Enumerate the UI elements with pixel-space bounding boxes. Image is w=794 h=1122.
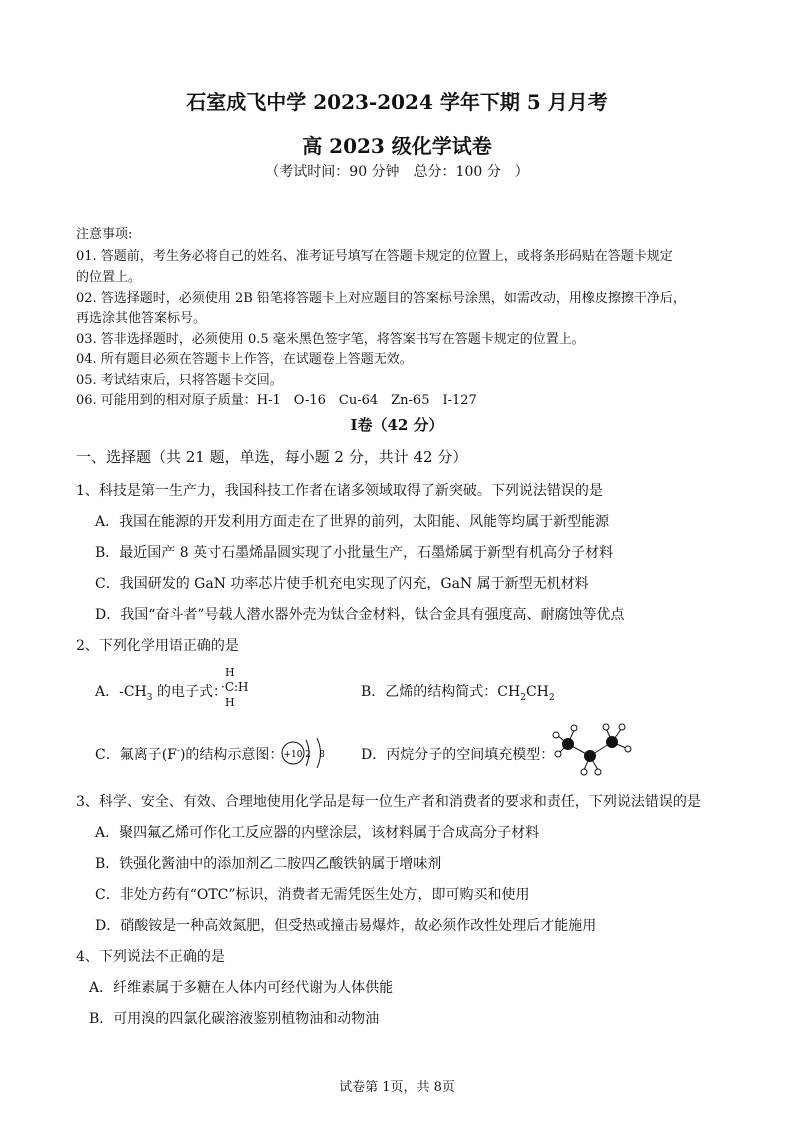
hydrogen-atom: [595, 769, 601, 775]
hydrogen-atom: [581, 769, 587, 775]
q2-option-c: C．氟离子(F-)的结构示意图：: [95, 746, 284, 763]
q2-option-a: A．$-CH_3$ 的电子式：: [95, 684, 227, 703]
shell-2-count: 8: [319, 750, 325, 760]
hydrogen-atom: [555, 751, 561, 757]
note-line: 02. 答选择题时，必须使用 2B 铅笔将答题卡上对应题目的答案标号涂黑，如需改动，用橡皮擦擦干净后，: [76, 291, 686, 306]
electron-formula-h-top: H: [225, 666, 235, 679]
hydrogen-atom: [619, 724, 625, 730]
shell-1-count: 2: [305, 750, 311, 760]
carbon-atom: [606, 736, 618, 748]
question-3-stem: 3、科学、安全、有效、合理地使用化学品是每一位生产者和消费者的要求和责任，下列说法错误的是: [76, 794, 701, 810]
q3-option-a: A．聚四氟乙烯可作化工反应器的内壁涂层，该材料属于合成高分子材料: [95, 825, 540, 841]
carbon-atom: [584, 750, 596, 762]
question-4-stem: 4、下列说法不正确的是: [76, 949, 225, 965]
hydrogen-atom: [553, 732, 559, 738]
note-line: 01. 答题前，考生务必将自己的姓名、准考证号填写在答题卡规定的位置上，或将条形码贴在答题卡规定: [76, 249, 673, 264]
nucleus-charge: +10: [283, 750, 303, 760]
note-line: 03. 答非选择题时，必须使用 0.5 毫米黑色签字笔，将答案书写在答题卡规定的位置上。: [76, 332, 585, 347]
q1-option-c: C．我国研发的 GaN 功率芯片使手机充电实现了闪充，GaN 属于新型无机材料: [95, 576, 589, 592]
hydrogen-atom: [625, 746, 631, 752]
page-footer: 试卷第 1页，共 8页: [339, 1080, 455, 1095]
q3-option-c: C．非处方药有“OTC”标识，消费者无需凭医生处方，即可购买和使用: [95, 887, 530, 903]
q1-option-d: D．我国“奋斗者”号载人潜水器外壳为钛合金材料，钛合金具有强度高、耐腐蚀等优点: [95, 607, 625, 623]
propane-space-filling-model: [550, 722, 640, 778]
notes-heading: 注意事项:: [76, 227, 133, 242]
question-1-stem: 1、科技是第一生产力，我国科技工作者在诸多领域取得了新突破。下列说法错误的是: [76, 483, 603, 499]
question-2-stem: 2、下列化学用语正确的是: [76, 638, 239, 654]
q3-option-b: B．铁强化酱油中的添加剂乙二胺四乙酸铁钠属于增味剂: [95, 856, 442, 872]
q1-option-b: B．最近国产 8 英寸石墨烯晶圆实现了小批量生产，石墨烯属于新型有机高分子材料: [95, 545, 614, 561]
q4-option-b: B．可用溴的四氯化碳溶液鉴别植物油和动物油: [89, 1011, 380, 1027]
exam-time-score: （考试时间：90 分钟 总分：100 分 ）: [265, 164, 529, 180]
q4-option-a: A．纤维素属于多糖在人体内可经代谢为人体供能: [89, 980, 394, 996]
note-line: 06. 可能用到的相对原子质量：H-1 O-16 Cu-64 Zn-65 I-127: [76, 393, 477, 408]
hydrogen-atom: [603, 724, 609, 730]
hydrogen-atom: [571, 725, 577, 731]
exam-subtitle-grade: 高 2023 级化学试卷: [302, 134, 492, 158]
note-line: 04. 所有题目必须在答题卡上作答，在试题卷上答题无效。: [76, 352, 413, 367]
carbon-atom: [562, 738, 574, 750]
part-title: 一、选择题（共 21 题，单选，每小题 2 分，共计 42 分）: [76, 448, 468, 466]
exam-title: 石室成飞中学 2023-2024 学年下期 5 月月考: [186, 90, 608, 114]
section-title: Ⅰ卷（42 分）: [350, 416, 444, 434]
note-line: 再选涂其他答案标号。: [76, 311, 207, 326]
q2-option-d: D．丙烷分子的空间填充模型：: [361, 747, 555, 763]
fluoride-ion-diagram: [280, 734, 330, 772]
q3-option-d: D．硝酸铵是一种高效氮肥，但受热或撞击易爆炸，故必须作改性处理后才能施用: [95, 918, 597, 934]
electron-formula-h-bottom: H: [225, 696, 235, 709]
note-line: 的位置上。: [76, 270, 142, 285]
electron-formula-center: ·C:H: [221, 680, 249, 694]
note-line: 05. 考试结束后，只将答题卡交回。: [76, 373, 283, 388]
q1-option-a: A．我国在能源的开发利用方面走在了世界的前列，太阳能、风能等均属于新型能源: [95, 514, 610, 530]
q2-option-b: B．乙烯的结构简式：$CH_2CH_2$: [361, 684, 555, 703]
